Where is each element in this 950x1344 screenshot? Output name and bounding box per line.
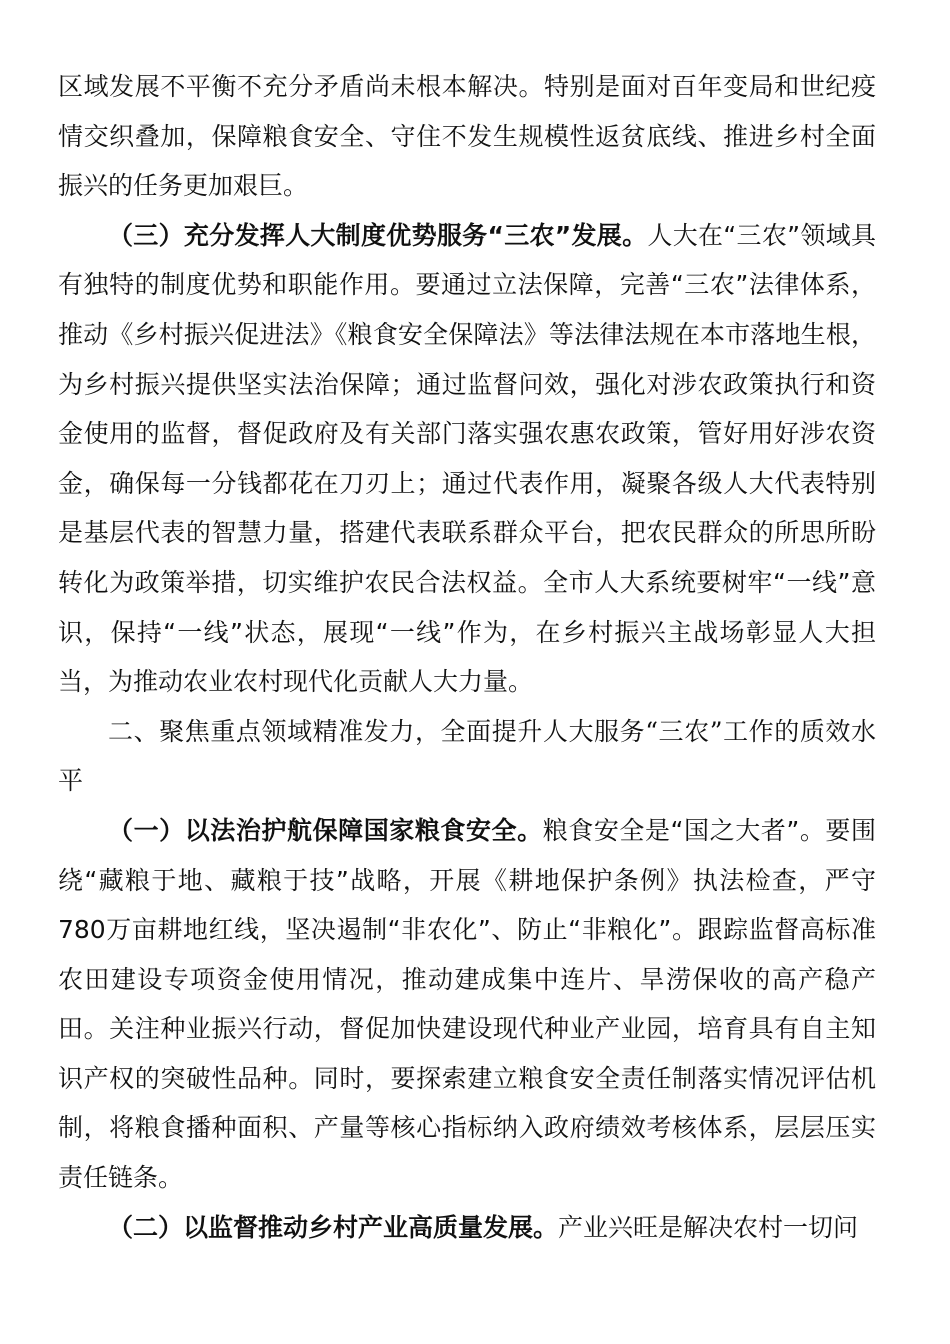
paragraph-heading: （一）以法治护航保障国家粮食安全。 bbox=[108, 815, 543, 845]
paragraph-grain-security bbox=[58, 806, 876, 1203]
paragraph-text: 粮食安全是“国之大者”。要围绕“藏粮于地、藏粮于技”战略，开展《耕地保护条例》执法检查，严守780万亩耕地红线，坚决遏制“非农化”、防止“非粮化”。跟踪监督高标准农田建设专项资金使用情况，推动建成集中连片、旱涝保收的高产稳产田。关注种业振兴行动，督促加快建设现代种业产业园，培育具有自主知识产权的突破性品种。同时，要探索建立粮食安全责任制落实情况评估机制，将粮食播种面积、产量等核心指标纳入政府绩效考核体系，层层压实责任链条。 bbox=[58, 815, 876, 1193]
paragraph-rural-industry bbox=[58, 1203, 876, 1253]
section-title: 二、聚焦重点领域精准发力，全面提升人大服务“三农”工作的质效水平 bbox=[58, 716, 876, 796]
paragraph-text: 产业兴旺是解决农村一切问 bbox=[558, 1212, 859, 1242]
paragraph-text: 人大在“三农”领域具有独特的制度优势和职能作用。要通过立法保障，完善“三农”法律体系，推动《乡村振兴促进法》《粮食安全保障法》等法律法规在本市落地生根，为乡村振兴提供坚实法治保障；通过监督问效，强化对涉农政策执行和资金使用的监督，督促政府及有关部门落实强农惠农政策，管好用好涉农资金，确保每一分钱都花在刀刃上；通过代表作用，凝聚各级人大代表特别是基层代表的智慧力量，搭建代表联系群众平台，把农民群众的所思所盼转化为政策举措，切实维护农民合法权益。全市人大系统要树牢“一线”意识，保持“一线”状态，展现“一线”作为，在乡村振兴主战场彰显人大担当，为推动农业农村现代化贡献人大力量。 bbox=[58, 220, 876, 697]
paragraph-heading: （三）充分发挥人大制度优势服务“三农”发展。 bbox=[108, 220, 648, 250]
document-page bbox=[58, 62, 876, 1252]
paragraph-text: 区域发展不平衡不充分矛盾尚未根本解决。特别是面对百年变局和世纪疫情交织叠加，保障粮食安全、守住不发生规模性返贫底线、推进乡村全面振兴的任务更加艰巨。 bbox=[58, 72, 876, 201]
paragraph-section-three bbox=[58, 211, 876, 707]
paragraph-continuation bbox=[58, 62, 876, 211]
paragraph-heading: （二）以监督推动乡村产业高质量发展。 bbox=[108, 1212, 559, 1242]
